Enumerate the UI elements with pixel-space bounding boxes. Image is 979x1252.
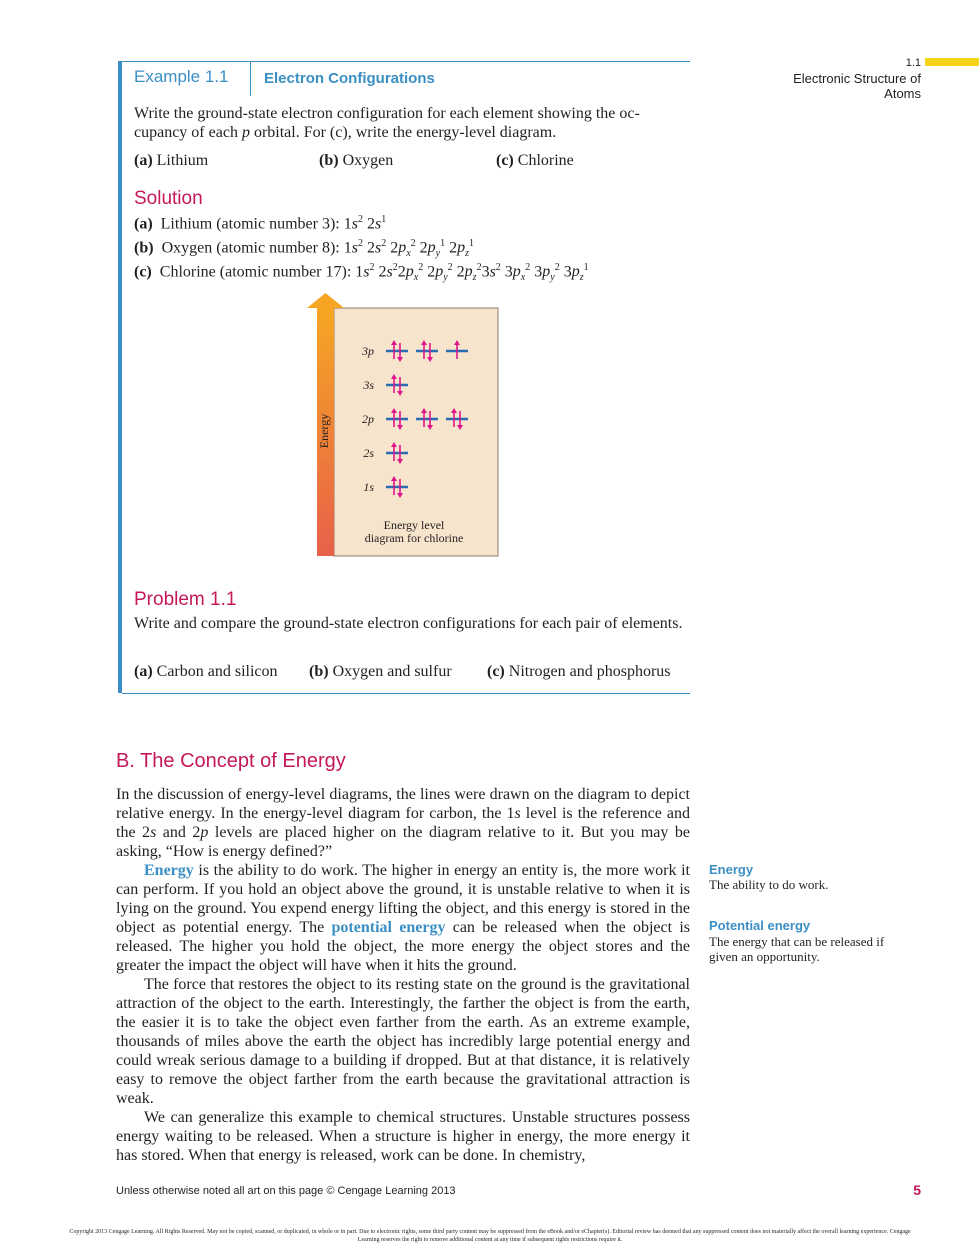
term-potential-energy: potential energy [331,919,446,936]
section-heading: B. The Concept of Energy [116,750,346,772]
problem-heading: Problem 1.1 [134,589,237,610]
energy-axis-label: Energy [317,413,331,449]
margin-term-energy: Energy [709,862,754,877]
solution-b: (b) Oxygen (atomic number 8): $1s^2$ $2s^2$ $2p_x^2$ $2p_y^1$ $2p_z^1$ [134,238,475,260]
level-label-3p: 3p [362,344,374,358]
diagram-caption-line-2: diagram for chlorine [364,531,464,545]
section-accent-bar [925,58,979,66]
section-number: 1.1 [905,57,921,69]
example-prompt: Write the ground-state electron configuration for each element showing the oc- cupancy of each p orbital. For (c), write the energy-level diagram. [134,105,640,141]
example-header-divider [250,62,251,96]
example-option-b: (b) Oxygen [319,152,394,169]
problem-option-b: (b) Oxygen and sulfur [309,663,452,680]
level-label-3s: 3s [363,378,374,392]
margin-term-potential-energy: Potential energy [709,918,811,933]
example-box-bottom-rule [122,693,690,694]
solution-c: (c) Chlorine (atomic number 17): $1s^2$ $2s^22p_x^2$ $2p_y^2$ $2p_z^23s^2$ $3p_x^2$ $3p_y^2$ $3p_z^1$ [134,262,589,284]
art-credit: Unless otherwise noted all art on this page © Cengage Learning 2013 [116,1185,456,1197]
paragraph-2: Energy is the ability to do work. The higher in energy an entity is, the more work it can perform. If you hold an object above the ground, it is unstable relative to when it is lying on the ground. You expend energy lifting the object, and this energy is stored in the object as potential energy. The potential energy can be released when the object is released. The higher you hold the object, the more energy the object stores and the greater the impact the object will have when it hits the ground. [116,862,690,974]
paragraph-1: In the discussion of energy-level diagrams, the lines were drawn on the diagram to depict relative energy. In the energy-level diagram for carbon, the 1s level is the reference and the 2s and 2p levels are placed higher on the diagram relative to it. But you may be asking, “How is energy defined?” [116,786,691,860]
solution-a: (a) Lithium (atomic number 3): $1s^2$ $2s^1$ [134,214,387,233]
example-box-left-rule [118,61,122,693]
section-body [116,785,690,1165]
problem-option-a: (a) Carbon and silicon [134,663,278,680]
level-label-2s: 2s [363,446,374,460]
page-number: 5 [913,1182,921,1198]
example-option-c: (c) Chlorine [496,152,574,169]
copyright-notice: Copyright 2013 Cengage Learning. All Rights Reserved. May not be copied, scanned, or duplicated, in whole or in part. Due to electronic rights, some third party content may be suppressed from the eBook and/or eChapter(s). Editorial review has deemed that any suppressed content does not materially affect the overall learning experience. Cengage Learning reserves the right to remove additional content at any time if subsequent rights restrictions require it. [69,1229,911,1243]
problem-text: Write and compare the ground-state electron configurations for each pair of elements. [134,615,683,632]
energy-level-diagram [306,291,506,559]
term-energy: Energy [144,862,194,879]
paragraph-3: The force that restores the object to its resting state on the ground is the gravitational attraction of the object to the earth. Interestingly, the farther the object is from the earth, the easier it is to take the object even farther from the earth. As an extreme example, thousands of miles above the earth the object has incredibly large potential energy and could wreak serious damage to a building if dropped. But at that distance, it is relatively easy to remove the object farther from the earth because the gravitational attraction is weak. [116,976,690,1107]
level-label-1s: 1s [363,480,374,494]
diagram-caption-line-1: Energy level [383,518,445,532]
level-label-2p: 2p [362,412,374,426]
problem-option-c: (c) Nitrogen and phosphorus [487,663,671,680]
section-title: Electronic Structure of Atoms [793,71,921,101]
energy-axis-arrowhead [307,293,344,308]
paragraph-4: We can generalize this example to chemical structures. Unstable structures possess energy waiting to be released. When a structure is higher in energy, the more energy it has stored. When that energy is released, work can be done. In chemistry, [116,1109,690,1164]
example-box-top-rule [118,61,690,62]
example-option-a: (a) Lithium [134,152,209,169]
example-title: Electron Configurations [264,70,435,87]
example-label: Example 1.1 [134,67,229,86]
margin-definition-potential-energy: The energy that can be released if given an opportunity. [709,934,885,964]
margin-definition-energy: The ability to do work. [709,877,829,892]
solution-heading: Solution [134,188,203,209]
